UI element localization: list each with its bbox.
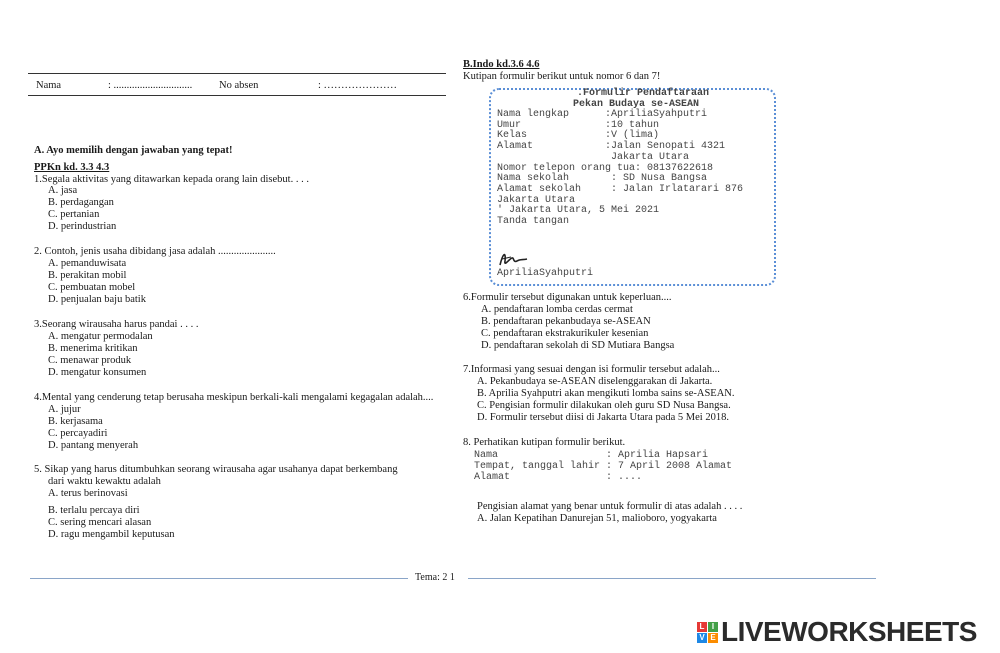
q5-option-d[interactable]: D. ragu mengambil keputusan [48,529,175,540]
signature-image [497,249,535,269]
logo-text: LIVEWORKSHEETS [721,616,977,647]
q8-option-a[interactable]: A. Jalan Kepatihan Danurejan 51, malioboro, yogyakarta [477,513,717,524]
q3-option-a[interactable]: A. mengatur permodalan [48,331,153,342]
q1-option-a[interactable]: A. jasa [48,185,78,196]
q2-option-b[interactable]: B. perakitan mobil [48,270,127,281]
liveworksheets-logo[interactable] [697,617,977,647]
footer-rule-right [468,578,876,579]
q4-option-d[interactable]: D. pantang menyerah [48,440,139,451]
form-line-7: Alamat sekolah : Jalan Irlatarari 876 [497,183,744,195]
q5-option-a[interactable]: A. terus berinovasi [48,488,128,499]
form-line-4: Jakarta Utara [497,151,690,163]
q6-option-b[interactable]: B. pendaftaran pekanbudaya se-ASEAN [481,316,651,327]
form-line-5: Nomor telepon orang tua: 08137622618 [497,162,714,174]
form-line-11: Tanda tangan [497,216,570,228]
header-top-rule [28,73,446,74]
q8-prompt: Pengisian alamat yang benar untuk formulir di atas adalah . . . . [477,501,743,512]
header-bottom-rule [28,95,446,96]
question-7: 7.Informasi yang sesuai dengan isi formulir tersebut adalah... [463,364,720,375]
form-title-1: .Formulir Pendaftaraan [577,88,710,99]
form-line-1: Umur :10 tahun [497,119,660,131]
q4-option-a[interactable]: A. jujur [48,404,81,415]
q8-form-line-1: Tempat, tanggal lahir : 7 April 2008 Alamat [474,461,733,472]
form-signer-name: ApriliaSyahputri [497,268,594,279]
q2-option-c[interactable]: C. pembuatan mobel [48,282,136,293]
logo-block-e: E [708,633,718,643]
q5-option-b[interactable]: B. terlalu percaya diri [48,505,140,516]
q2-option-d[interactable]: D. penjualan baju batik [48,294,146,305]
q2-option-a[interactable]: A. pemanduwisata [48,258,127,269]
q1-option-b[interactable]: B. perdagangan [48,197,114,208]
q3-option-d[interactable]: D. mengatur konsumen [48,367,147,378]
logo-block-i: I [708,622,718,632]
q8-form-line-2: Alamat : .... [474,472,643,483]
q7-option-b[interactable]: B. Aprilia Syahputri akan mengikuti lomba sains se-ASEAN. [477,388,735,399]
subject-ppkn: PPKn kd. 3.3 4.3 [34,162,110,173]
form-line-6: Nama sekolah : SD Nusa Bangsa [497,173,708,185]
name-blank: : .............................. [108,80,193,91]
q7-option-d[interactable]: D. Formulir tersebut diisi di Jakarta Utara pada 5 Mei 2018. [477,412,729,423]
form-line-8: Jakarta Utara [497,194,576,206]
footer-theme: Tema: 2 1 [415,572,455,583]
question-4: 4.Mental yang cenderung tetap berusaha meskipun berkali-kali mengalami kegagalan adalah.... [34,392,434,403]
absen-label: No absen [219,80,259,91]
name-label: Nama [36,80,62,91]
question-5-line-2: dari waktu kewaktu adalah [48,476,161,487]
q7-option-a[interactable]: A. Pekanbudaya se-ASEAN diselenggarakan di Jakarta. [477,376,713,387]
question-1: 1.Segala aktivitas yang ditawarkan kepada orang lain disebut. . . . [34,174,309,185]
form-line-2: Kelas :V (lima) [497,130,660,142]
q1-option-c[interactable]: C. pertanian [48,209,100,220]
q7-option-c[interactable]: C. Pengisian formulir dilakukan oleh guru SD Nusa Bangsa. [477,400,731,411]
logo-blocks-icon [697,622,718,643]
form-line-10: ' Jakarta Utara, 5 Mei 2021 [497,205,660,217]
q6-option-d[interactable]: D. pendaftaran sekolah di SD Mutiara Bangsa [481,340,675,351]
absen-blank: : ………………… [318,80,398,91]
q4-option-b[interactable]: B. kerjasama [48,416,103,427]
question-3: 3.Seorang wirausaha harus pandai . . . . [34,319,199,330]
q5-option-c[interactable]: C. sering mencari alasan [48,517,152,528]
q3-option-b[interactable]: B. menerima kritikan [48,343,138,354]
q6-option-a[interactable]: A. pendaftaran lomba cerdas cermat [481,304,633,315]
form-line-3: Alamat :Jalan Senopati 4321 [497,141,726,153]
footer-rule-left [30,578,408,579]
question-8: 8. Perhatikan kutipan formulir berikut. [463,437,626,448]
form-title-2: Pekan Budaya se-ASEAN [573,99,700,110]
form-intro: Kutipan formulir berikut untuk nomor 6 dan 7! [463,71,661,82]
question-2: 2. Contoh, jenis usaha dibidang jasa adalah ...................... [34,246,276,257]
subject-bindo: B.Indo kd.3.6 4.6 [463,59,540,70]
q3-option-c[interactable]: C. menawar produk [48,355,132,366]
logo-block-l: L [697,622,707,632]
q6-option-c[interactable]: C. pendaftaran ekstrakurikuler kesenian [481,328,649,339]
question-6: 6.Formulir tersebut digunakan untuk keperluan.... [463,292,672,303]
logo-block-v: V [697,633,707,643]
q8-form-line-0: Nama : Aprilia Hapsari [474,450,709,461]
form-line-0: Nama lengkap :ApriliaSyahputri [497,109,708,120]
question-5: 5. Sikap yang harus ditumbuhkan seorang wirausaha agar usahanya dapat berkembang [34,464,398,475]
q4-option-c[interactable]: C. percayadiri [48,428,108,439]
section-a-title: A. Ayo memilih dengan jawaban yang tepat! [34,145,233,156]
q1-option-d[interactable]: D. perindustrian [48,221,117,232]
form-lines [497,110,743,228]
